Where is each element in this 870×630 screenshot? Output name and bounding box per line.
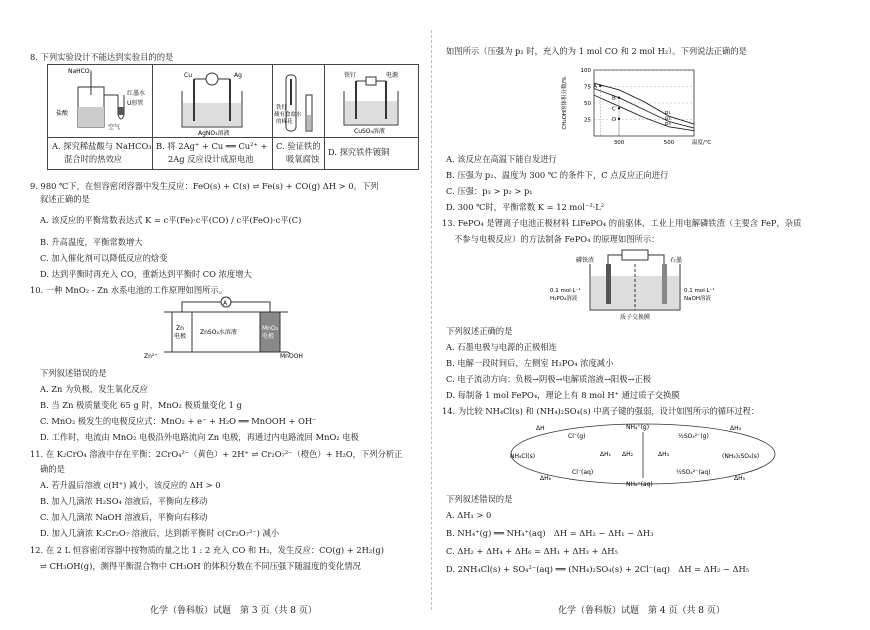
svg-text:蘸有食盐水: 蘸有食盐水 <box>274 112 302 118</box>
svg-text:NaHCO₃: NaHCO₃ <box>68 68 92 75</box>
q13-diagram <box>550 248 740 320</box>
q10-meter-label: A <box>223 300 228 307</box>
q10-option-c: C. MnO₂ 极发生的电极反应式：MnO₂ + e⁻ + H₂O ══ MnOOH + OH⁻ <box>40 416 317 426</box>
q13-right-sol2: NaOH溶液 <box>684 296 711 302</box>
svg-text:U形管: U形管 <box>127 100 144 107</box>
svg-text:空气: 空气 <box>108 124 121 131</box>
q10-zn-electrode: 电极 <box>174 333 187 340</box>
q9-line1: 9. 980 ℃下，在恒容密闭容器中发生反应：FeO(s) + C(s) ⇌ Fe(s) + CO(g) ΔH > 0。下列 <box>30 181 379 191</box>
q11-line1: 11. 在 K₂CrO₄ 溶液中存在平衡：2CrO₄²⁻（黄色）+ 2H⁺ ⇌ Cr₂O₇²⁻（橙色）+ H₂O，下列分析正 <box>30 449 403 459</box>
q12-line2: ⇌ CH₃OH(g)，测得平衡混合物中 CH₃OH 的体积分数在不同压强下随温度的变化情况 <box>40 561 361 571</box>
chart-point <box>618 118 620 120</box>
q13-option-a: A. 石墨电极与电源的正极相连 <box>446 342 557 352</box>
q10-mno2-label: MnO₂ <box>262 325 279 332</box>
q14-left: NH₄Cl(s) <box>510 453 536 460</box>
svg-text:CuSO₄溶液: CuSO₄溶液 <box>354 128 385 135</box>
svg-text:盐酸: 盐酸 <box>56 110 69 117</box>
chart-series-label: p₁ <box>665 110 671 117</box>
right-page-footer: 化学（鲁科版）试题 第 4 页（共 8 页） <box>558 606 725 616</box>
chart-y-tick: 50 <box>584 101 591 107</box>
q13-membrane: 质子交换膜 <box>620 314 651 321</box>
chart-y-tick: 75 <box>584 84 591 91</box>
column-divider <box>431 30 432 610</box>
q14-dh: ΔH <box>536 425 545 432</box>
q11-option-c: C. 加入几滴浓 NaOH 溶液后，平衡向右移动 <box>40 512 208 522</box>
q13-line1: 13. FePO₄ 是锂离子电池正极材料 LiFePO₄ 的前驱体，工业上用电解磷铁渣（主要含 FeP，杂质 <box>442 218 802 228</box>
q10-diagram <box>140 298 310 360</box>
q8-stem: 8. 下列实验设计不能达到实验目的的是 <box>30 52 174 62</box>
q13-option-c: C. 电子流动方向：负极→阴极→电解质溶液→阳极→正极 <box>446 374 652 384</box>
q10-zn-label: Zn <box>176 325 184 332</box>
q14-bottom: NH₄⁺(aq) <box>626 481 653 488</box>
chart-points <box>593 84 620 136</box>
q14-right: (NH₄)₂SO₄(s) <box>722 453 760 460</box>
q14-cl-aq: Cl⁻(aq) <box>572 469 594 476</box>
chart-point <box>618 97 620 99</box>
q8-option-c-l2: 吸氧腐蚀 <box>286 154 320 164</box>
left-page-footer: 化学（鲁科版）试题 第 3 页（共 8 页） <box>150 606 317 616</box>
q8-diagram-b <box>152 65 272 137</box>
q11-option-b: B. 加入几滴浓 H₂SO₄ 溶液后，平衡向左移动 <box>40 496 208 506</box>
q10-electrolyte: ZnSO₄水溶液 <box>200 329 237 336</box>
chart-series-line <box>594 89 694 129</box>
q10-option-a: A. Zn 为负极，发生氧化反应 <box>40 384 148 394</box>
q14-cl-g: Cl⁻(g) <box>568 433 586 440</box>
svg-text:红墨水: 红墨水 <box>127 90 146 97</box>
q13-right-sol1: 0.1 mol·L⁻¹ <box>684 288 715 294</box>
chart-point-label: C <box>612 106 616 113</box>
q14-option-b: B. NH₄⁺(g) ══ NH₄⁺(aq) ΔH = ΔH₂ − ΔH₁ − ΔH₃ <box>446 528 654 538</box>
q8-option-c-l1: C. 验证铁的 <box>276 141 321 151</box>
q12-line1: 12. 在 2 L 恒容密闭容器中按物质的量之比 1 : 2 充入 CO 和 H₂，发生反应：CO(g) + 2H₂(g) <box>30 545 384 555</box>
q10-mno2-electrode: 电极 <box>262 333 275 340</box>
q14-so4-aq: ½SO₄²⁻(aq) <box>676 469 711 476</box>
q13-left-electrode: 磷铁渣 <box>576 257 595 264</box>
chart-axes <box>560 68 711 146</box>
q8-table <box>47 64 419 170</box>
q10-stem: 10. 一种 MnO₂ - Zn 水系电池的工作原理如图所示。 <box>30 285 228 295</box>
q14-option-c: C. ΔH₂ + ΔH₄ + ΔH₆ = ΔH₁ + ΔH₃ + ΔH₅ <box>446 546 618 556</box>
q10-mnooh: MnOOH <box>280 353 303 360</box>
chart-x-label: 温度/℃ <box>692 140 712 146</box>
q10-option-b: B. 当 Zn 极质量变化 65 g 时，MnO₂ 极质量变化 1 g <box>40 400 242 410</box>
q12-option-b: B. 压强为 p₂、温度为 300 ℃ 的条件下，C 点反应正向进行 <box>446 170 669 180</box>
q13-prompt: 下列叙述正确的是 <box>446 326 513 336</box>
q14-dh1: ΔH₁ <box>600 451 612 458</box>
q9-option-d: D. 达到平衡时再充入 CO，重新达到平衡时 CO 浓度增大 <box>40 269 252 279</box>
q14-prompt: 下列叙述错误的是 <box>446 494 513 504</box>
svg-text:铁钉: 铁钉 <box>276 105 288 111</box>
q8-diagram-a <box>48 65 152 137</box>
q8-table-rowline <box>48 137 418 138</box>
q14-dh6: ΔH₆ <box>540 475 552 482</box>
q12-continued: 如图所示（压强为 p₂ 时，充入的为 1 mol CO 和 2 mol H₂）。下列说法正确的是 <box>446 46 747 56</box>
q14-option-d: D. 2NH₄Cl(s) + SO₄²⁻(aq) ══ (NH₄)₂SO₄(s) + 2Cl⁻(aq) ΔH = ΔH₂ − ΔH₅ <box>446 564 750 574</box>
q14-dh2: ΔH₂ <box>622 451 634 458</box>
q13-left-sol2: H₃PO₄溶液 <box>550 296 578 302</box>
q9-option-c: C. 加入催化剂可以降低反应的焓变 <box>40 253 168 263</box>
q13-left-sol1: 0.1 mol·L⁻¹ <box>550 288 581 294</box>
svg-text:Cu: Cu <box>184 72 192 79</box>
q13-option-b: B. 电解一段时间后，左侧室 H₃PO₄ 浓度减小 <box>446 358 614 368</box>
svg-text:电源: 电源 <box>386 72 399 79</box>
chart-point-label: D <box>612 116 617 123</box>
q14-dh4: ΔH₄ <box>730 425 742 432</box>
chart-y-tick: 25 <box>584 117 591 124</box>
q10-zn-ion: Zn²⁺ <box>144 353 158 360</box>
q11-option-a: A. 若升温后溶液 c(H⁺) 减小，该反应的 ΔH > 0 <box>40 480 221 490</box>
q10-prompt: 下列叙述错误的是 <box>40 368 107 378</box>
q8-diagram-d <box>324 65 418 137</box>
q14-dh3: ΔH₃ <box>658 451 670 458</box>
svg-text:AgNO₃溶液: AgNO₃溶液 <box>198 130 230 137</box>
q13-right-electrode: 石墨 <box>670 257 683 264</box>
chart-point-label: A <box>593 83 598 90</box>
q13-option-d: D. 每制备 1 mol FePO₄，理论上有 8 mol H⁺ 通过质子交换膜 <box>446 390 680 400</box>
svg-text:的棉花: 的棉花 <box>276 119 293 125</box>
chart-point <box>618 107 620 109</box>
q14-dh5: ΔH₅ <box>734 475 746 482</box>
q14-so4-g: ½SO₄²⁻(g) <box>678 433 709 440</box>
q12-option-a: A. 该反应在高温下能自发进行 <box>446 154 557 164</box>
q12-option-d: D. 300 ℃时，平衡常数 K = 12 mol⁻²·L² <box>446 202 605 212</box>
q14-top: NH₄⁺(g) <box>626 424 650 431</box>
q8-diagram-c <box>272 65 324 137</box>
chart-y-label: CH₃OH的体积分数/% <box>562 76 568 130</box>
q14-cycle-diagram <box>508 420 778 488</box>
chart-series-line <box>594 95 694 131</box>
q8-option-b-l2: 2Ag 反应设计成原电池 <box>168 154 254 164</box>
q8-option-a-l1: A. 探究稀盐酸与 NaHCO₃ <box>52 141 152 151</box>
q8-option-d-l1: D. 探究铁件镀铜 <box>328 147 390 157</box>
chart-series-label: p₂ <box>665 115 671 122</box>
q12-chart <box>558 60 712 152</box>
svg-text:Ag: Ag <box>234 72 242 79</box>
q12-option-c: C. 压强：p₃ > p₂ > p₁ <box>446 186 533 196</box>
q8-option-b-l1: B. 将 2Ag⁺ + Cu ══ Cu²⁺ + <box>156 141 268 151</box>
q8-option-a-l2: 混合时的热效应 <box>64 154 123 164</box>
chart-x-tick: 300 <box>613 140 625 146</box>
q11-line2: 确的是 <box>40 464 65 474</box>
q14-stem: 14. 为比较 NH₄Cl(s) 和 (NH₄)₂SO₄(s) 中离子键的强弱，设计如图所示的循环过程： <box>442 406 760 416</box>
svg-text:铁钉: 铁钉 <box>344 72 357 79</box>
chart-series-label: p₃ <box>665 120 671 127</box>
chart-point-label: B <box>612 95 616 102</box>
chart-y-tick: 100 <box>580 68 591 74</box>
chart-series <box>594 83 694 131</box>
q11-option-d: D. 加入几滴浓 K₂Cr₂O₇ 溶液后，达到新平衡时 c(Cr₂O₇²⁻) 减小 <box>40 528 280 538</box>
q13-line2: 不参与电极反应）的方法制备 FePO₄ 的原理如图所示： <box>454 234 660 244</box>
chart-point <box>599 85 601 87</box>
q9-line2: 叙述正确的是 <box>40 194 90 204</box>
q9-option-a: A. 该反应的平衡常数表达式 K = c平(Fe)·c平(CO) / c平(FeO)·c平(C) <box>40 215 302 225</box>
q10-option-d: D. 工作时，电流由 MnO₂ 电极沿外电路流向 Zn 电极，再通过内电路流回 MnO₂ 电极 <box>40 432 359 442</box>
q14-option-a: A. ΔH₁ > 0 <box>446 510 492 520</box>
q9-option-b: B. 升高温度，平衡常数增大 <box>40 237 143 247</box>
chart-x-tick: 500 <box>663 140 675 146</box>
